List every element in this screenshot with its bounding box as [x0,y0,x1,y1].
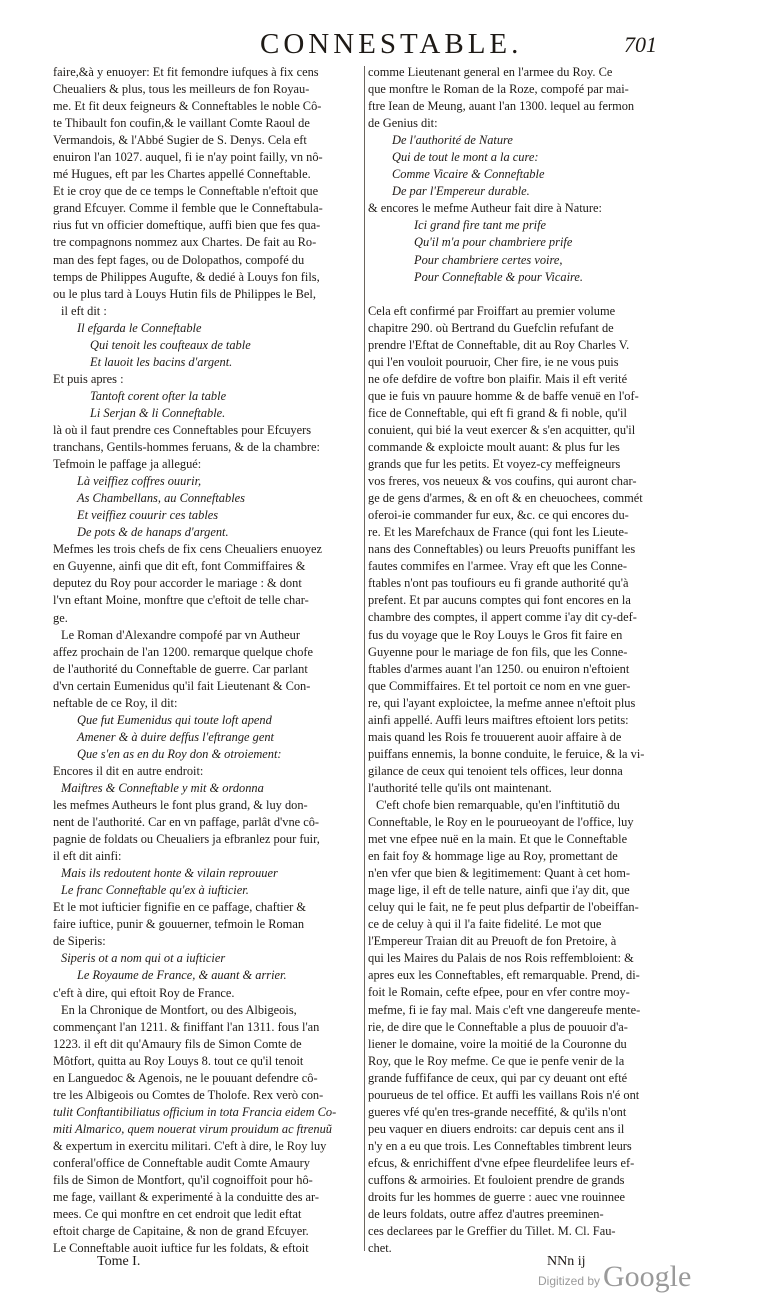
text-line: l'authorité telle qu'ils ont maintenant. [368,780,552,795]
text-line: conferal'office de Conneftable audit Comte Amaury [53,1156,310,1170]
text-line: nent de l'authorité. Car en vn paffage, parlât d'vne cô- [53,815,320,830]
text-line: Qui tenoit les coufteaux de table [90,337,251,352]
text-line: re. Et les Marefchaux de France (qui font les Lieute- [368,525,629,540]
text-line: De pots & de hanaps d'argent. [77,525,229,540]
text-line: re, qui l'ayant exploictee, la mefme annee n'eftoit plus [368,695,636,710]
text-line: prefent. Et par aucuns comptes qui font encores en la [368,593,631,608]
text-line: rius fut vn officier domeftique, auffi bien que fes qua- [53,218,321,233]
text-line: Tantoft corent ofter la table [90,388,227,403]
running-title: CONNESTABLE. [260,28,523,60]
text-line: gilance de ceux qui tenoient tels offices, leur donna [368,763,623,778]
left-column [53,64,365,1257]
text-line: là où il faut prendre ces Conneftables pour Efcuyers [53,422,312,437]
text-line: apres eux les Conneftables, eft remarquable. Prend, di- [368,968,640,983]
text-line: ftre Iean de Meung, auant l'an 1300. lequel au fermon [368,99,635,114]
text-line: met vne efpee nuë en la main. Et que le Conneftable [368,832,628,847]
text-line: & expertum in exercitu militari. C'eft à dire, le Roy luy [53,1138,327,1153]
text-line: l'vn eftant Moine, monftre que c'eftoit de telle char- [53,593,309,608]
text-line: Pour chambriere certes voire, [414,252,563,267]
text-line: tre les Albigeois ou Comtes de Tholofe. Rex verò con- [53,1087,324,1102]
text-line: ce de celuy à qui il l'a faite fidelité. Le mot que [368,917,602,932]
text-line: de l'authorité du Conneftable de guerre. Car parlant [53,661,308,676]
text-line: en fait foy & hommage lige au Roy, promettant de [368,849,618,864]
text-line: Là veiffiez coffres ouurir, [77,474,202,489]
text-line: prendre l'Eftat de Conneftable, dit au Roy Charles V. [368,337,630,352]
text-line: en Guyenne, ainfi que dit eft, font Commiffaires & [53,559,306,574]
text-line: commande & exploicte moult auant: & plus fur les [368,439,620,454]
text-line: que Commiffaires. Et tel portoit ce nom en vne guer- [368,678,631,693]
text-line: Le franc Conneftable qu'ex à iufticier. [61,883,249,898]
text-line: ge de gens d'armes, & en oft & en cheuochees, commét [368,491,643,506]
text-line: man des fept fages, ou de Dolopathos, compofé du [53,252,305,267]
text-line: n'en vfer que bien & legitimement: Quant à cet hom- [368,866,631,881]
text-line: gueres vfé qu'en tres-grande neceffité, & qu'ils n'ont [368,1104,627,1119]
text-line: Vermandois, & l'Abbé Sugier de S. Denys. Cela eft [53,133,307,148]
text-line: mees. Ce qui monftre en cet endroit que ledit eftat [53,1207,302,1222]
text-line: pourueus de tel office. Et auffi les vaillans Rois n'é ont [368,1087,640,1102]
text-line: l'Empereur Traian dit au Preuoft de fon Pretoire, à [368,934,617,949]
text-line: peu vaquer en diuers endroits: car depuis cent ans il [368,1121,625,1136]
text-line: en Languedoc & Agenois, ne le pouuant defendre cô- [53,1070,318,1085]
text-line: faire,&à y enuoyer: Et fit femondre iufques à fix cens [53,65,319,79]
text-line: eftoit charge de Capitaine, & non de grand Efcuyer. [53,1224,309,1239]
column-divider [364,66,365,1251]
text-line: deputez du Roy pour accorder le mariage : & dont [53,576,302,591]
text-line: De l'authorité de Nature [392,133,513,148]
text-line: Pour Conneftable & pour Vicaire. [414,269,583,284]
text-line: ou le plus tard à Louys Hutin fils de Philippes le Bel, [53,286,316,301]
text-line: qui les Maires du Palais de nos Rois reffembloient: & [368,951,634,966]
text-line: Il efgarda le Conneftable [77,320,202,335]
text-line: De par l'Empereur durable. [392,184,530,199]
text-line: Conneftable, le Roy en le pourueoyant de l'office, luy [368,815,634,830]
text-line: cuffons & armoiries. Et fouloient prendre de grands [368,1173,625,1187]
text-line: mage lige, il eft de telle nature, ainfi que i'ay dit, que [368,883,630,898]
text-line: Qui de tout le mont a la cure: [392,150,539,165]
text-line: commençant l'an 1211. & finiffant l'an 1311. fous l'an [53,1019,320,1034]
text-line: que ie fuis vn pauure homme & de baffe venuë en l'of- [368,388,639,403]
text-line: Cela eft confirmé par Froiffart au premier volume [368,303,616,318]
text-line: C'eft chofe bien remarquable, qu'en l'inftitutiõ du [376,797,620,812]
text-line: n'y en a eu que trois. Les Conneftables timbrent leurs [368,1138,632,1153]
text-line: tulit Conftantibiliatus officium in tota Francia eidem Co- [53,1104,337,1119]
text-line: d'vn certain Eumenidus qu'il fait Lieutenant & Con- [53,678,311,693]
text-line: droits fur les hommes de guerre : auec vne rouinnee [368,1190,626,1205]
text-line: rie, de dire que le Conneftable a plus de pouuoir d'a- [368,1019,628,1034]
text-line: As Chambellans, au Conneftables [77,491,245,506]
signature-mark: NNn ij [547,1254,586,1269]
text-line: mé Hugues, eft par les Chartes appellé Conneftable. [53,167,311,182]
text-line: tre compagnons nommez aux Chartes. De fait au Ro- [53,235,317,250]
text-line: fice de Conneftable, qui eft fi grand & fi noble, qu'il [368,405,627,420]
text-line: les mefmes Autheurs le font plus grand, & luy don- [53,798,308,813]
text-line: 1223. il eft dit qu'Amaury fils de Simon Comte de [53,1036,302,1051]
watermark-prefix: Digitized by [538,1274,601,1288]
text-line: Que s'en as en du Roy don & otroiement: [77,746,282,761]
text-line: Et lauoit les bacins d'argent. [90,354,233,369]
text-line: de leurs foldats, outre affez d'autres preeminen- [368,1207,604,1222]
text-line: neftable de ce Roy, il dit: [53,695,178,710]
text-line: grand Efcuyer. Comme il femble que le Conneftabula- [53,201,323,216]
text-line: Et puis apres : [53,371,124,386]
text-line: Roy, que le Roy mefme. Ce que ie penfe venir de la [368,1053,625,1068]
text-line: Que fut Eumenidus qui toute loft apend [77,712,272,727]
text-line: Le Conneftable auoit iuftice fur les foldats, & eftoit [53,1241,309,1256]
text-line: liener le domaine, voire la moitié de la Couronne du [368,1036,627,1051]
text-line: Mefmes les trois chefs de fix cens Cheualiers enuoyez [53,542,323,557]
text-line: Li Serjan & li Conneftable. [90,405,226,420]
text-line: enuiron l'an 1027. auquel, fi ie n'ay point failly, vn nô- [53,150,323,165]
text-line: affez prochain de l'an 1200. remarque quelque chofe [53,644,314,659]
text-line: oferoi-ie commander fur eux, &c. ce qui encores du- [368,508,629,523]
text-line: te Thibault fon coufin,& le vaillant Comte Raoul de [53,116,310,131]
text-line: faire iuftice, punir & gouuerner, tefmoin le Roman [53,917,305,932]
text-line: fils de Simon de Montfort, qu'il cognoiffoit pour hô- [53,1173,313,1188]
volume-label: Tome I. [97,1254,141,1269]
text-line: tranchans, Gentils-hommes feruans, & de la chambre: [53,440,320,455]
text-line: & encores le mefme Autheur fait dire à Nature: [368,201,602,216]
text-line: Le Royaume de France, & auant & arrier. [77,968,287,983]
text-line: Amener & à duire deffus l'eftrange gent [77,729,274,744]
text-line: ftables n'ont pas toufiours eu fi grande authorité qu'à [368,576,629,591]
text-line: efcus, & enrichiffent d'vne efpee fleurdelifee leurs ef- [368,1155,635,1170]
text-line: comme Lieutenant general en l'armee du Roy. Ce [368,65,613,79]
text-line: Le Roman d'Alexandre compofé par vn Autheur [61,627,300,642]
text-line: Et le mot iufticier fignifie en ce paffage, chaftier & [53,900,306,915]
paragraph-gap [368,286,671,303]
text-line: nans des Conneftables) ou leurs Preuofts puniffant les [368,542,636,557]
text-line: miti Almarico, quem nouerat virum prouidum ac ftrenuũ [53,1121,332,1136]
text-line: ainfi appellé. Auffi leurs maiftres eftoient lors petits: [368,712,629,727]
text-line: ge. [53,610,68,625]
text-line: mais quand les Rois fe trouuerent auoir affaire à de [368,729,622,744]
text-line: il eft dit ainfi: [53,849,122,864]
text-line: de Genius dit: [368,116,438,131]
text-line: Guyenne pour le mariage de fon fils, que les Conne- [368,644,628,659]
text-line: fus du voyage que le Roy Louys le Gros fit faire en [368,627,623,642]
text-line: me fage, vaillant & experimenté à la conduitte des ar- [53,1190,320,1205]
text-line: Môtfort, quitta au Roy Louys 8. tout ce qu'il tenoit [53,1053,304,1068]
text-line: chapitre 290. où Bertrand du Guefclin refufant de [368,320,614,335]
text-line: puiffans ennemis, la bonne conduite, le feruice, & la vi- [368,746,645,761]
page-number: 701 [624,32,657,57]
text-line: que monftre le Roman de la Roze, compofé par mai- [368,82,629,97]
text-line: Tefmoin le paffage ja allegué: [53,457,202,472]
text-line: Maiftres & Conneftable y mit & ordonna [61,780,264,795]
text-line: foit le Romain, cefte efpee, pour en vfer contre moy- [368,985,630,1000]
text-line: ne ofe defdire de voftre bon plaifir. Mais il eft verité [368,371,628,386]
text-line: Ici grand fire tant me prife [414,218,547,233]
text-line: c'eft à dire, qui eftoit Roy de France. [53,985,235,1000]
text-line: vos freres, vos neueux & vos coufins, qui auront char- [368,474,637,489]
text-line: chet. [368,1241,392,1256]
text-line: grands que fur les petits. Et voyez-cy meffeigneurs [368,457,621,472]
text-line: Siperis ot a nom qui ot a iufticier [61,951,226,966]
text-line: de Siperis: [53,934,106,949]
text-line: conuient, qui bié la veut exercer & s'en acquitter, qu'il [368,422,636,437]
text-line: grande fuffifance de ceux, qui par cy deuant ont efté [368,1070,628,1085]
right-column [368,64,671,1257]
text-line: Qu'il m'a pour chambriere prife [414,235,573,250]
text-line: qui l'en vouloit pouruoir, Cher fire, ie ne vous puis [368,354,619,369]
text-line: Cheualiers & plus, tous les meilleurs de fon Royau- [53,82,310,97]
text-line: chambre des comptes, il appert comme i'ay dit cy-def- [368,610,637,625]
text-line: Mais ils redoutent honte & vilain reprouuer [61,866,278,881]
text-line: celuy qui le fait, ne fe peut plus defpartir de l'obeiffan- [368,900,639,915]
text-line: mefme, fi ie fay mal. Mais c'eft vne dangereufe mente- [368,1002,641,1017]
text-line: pagnie de foldats ou Cheualiers ja efbranlez pour fuir, [53,832,320,847]
text-line: Et ie croy que de ce temps le Conneftable n'eftoit que [53,184,319,199]
text-line: Et veiffiez couurir ces tables [77,508,219,523]
text-line: ces declarees par le Greffier du Tillet. M. Cl. Fau- [368,1224,616,1239]
page-header [0,28,772,68]
text-line: il eft dit : [61,303,107,318]
text-line: Encores il dit en autre endroit: [53,763,204,778]
watermark-logo: Google [603,1260,692,1293]
digitized-watermark [538,1258,738,1294]
text-line: me. Et fit deux feigneurs & Conneftables le noble Cô- [53,99,322,114]
text-line: En la Chronique de Montfort, ou des Albigeois, [61,1002,297,1017]
text-line: fautes commifes en l'armee. Vray eft que les Conne- [368,559,627,574]
text-line: Comme Vicaire & Conneftable [392,167,545,182]
text-line: ftables d'armes auant l'an 1250. ou enuiron n'eftoient [368,661,630,676]
text-line: temps de Philippes Augufte, & dedié à Louys fon fils, [53,269,320,284]
